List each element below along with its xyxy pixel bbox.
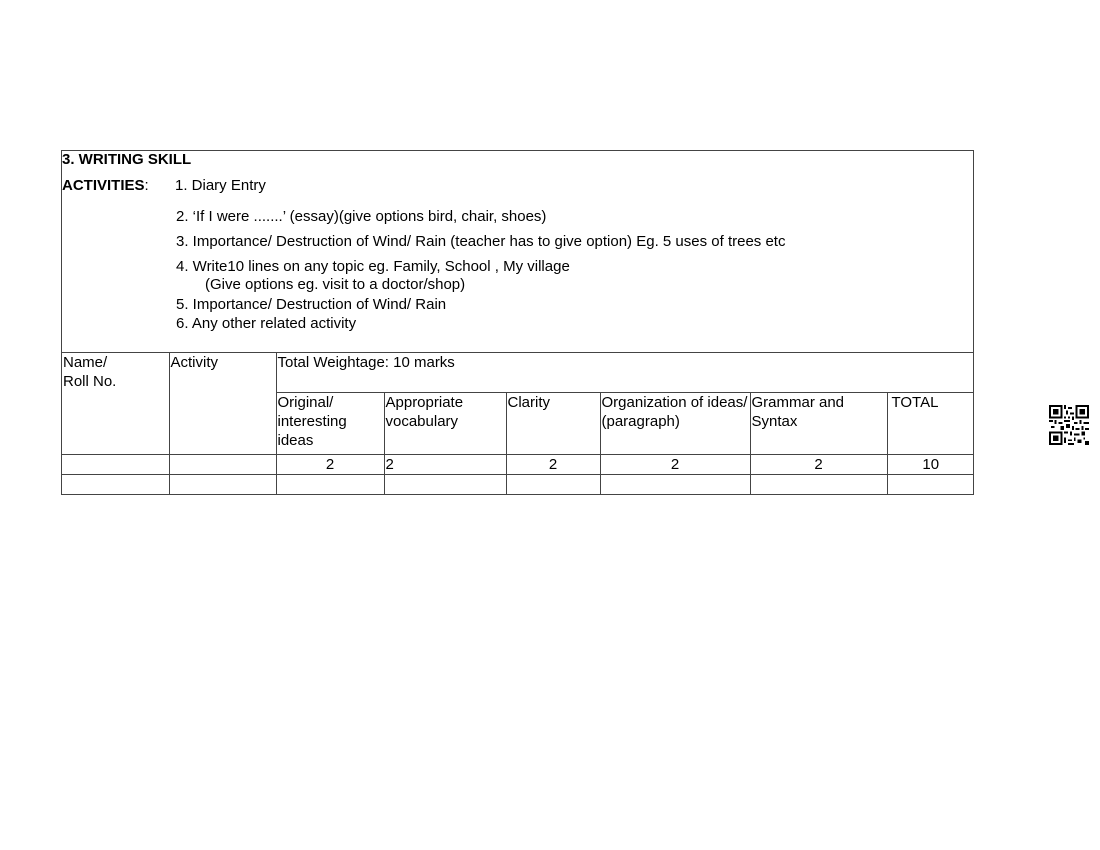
marks-cell: 2 <box>384 454 506 474</box>
marks-cell-empty <box>62 454 169 474</box>
total-header: TOTAL <box>887 392 974 454</box>
activity-header: Activity <box>169 353 276 454</box>
writing-skill-sheet <box>61 150 974 495</box>
activity-item: 2. ‘If I were .......’ (essay)(give options bird, chair, shoes) <box>176 208 547 225</box>
name-header-line2: Roll No. <box>63 373 117 390</box>
entry-cell[interactable] <box>169 474 276 494</box>
total-marks-cell: 10 <box>887 454 974 474</box>
criterion-header: Appropriate vocabulary <box>384 392 506 454</box>
entry-cell[interactable] <box>62 474 169 494</box>
activity-item: 5. Importance/ Destruction of Wind/ Rain <box>176 296 447 313</box>
activity-item-note: (Give options eg. visit to a doctor/shop) <box>205 276 466 293</box>
total-weightage-header: Total Weightage: 10 marks <box>276 353 974 392</box>
blank-entry-row <box>62 474 974 494</box>
activity-item: 6. Any other related activity <box>176 315 357 332</box>
marks-cell: 2 <box>276 454 384 474</box>
activities-label-text: ACTIVITIES <box>62 177 145 194</box>
entry-cell[interactable] <box>887 474 974 494</box>
marks-cell: 2 <box>506 454 600 474</box>
activities-label-colon: : <box>144 177 149 194</box>
entry-cell[interactable] <box>600 474 750 494</box>
table-header-row <box>62 353 974 392</box>
section-title: 3. WRITING SKILL <box>62 151 192 168</box>
qr-code-icon <box>1049 405 1089 445</box>
activity-item-text: 4. Write10 lines on any topic eg. Family, School , My village <box>176 258 570 275</box>
entry-cell[interactable] <box>750 474 887 494</box>
rubric-table <box>62 353 974 494</box>
name-roll-header <box>62 353 169 454</box>
activity-item: 3. Importance/ Destruction of Wind/ Rain (teacher has to give option) Eg. 5 uses of trees etc <box>176 233 786 250</box>
entry-cell[interactable] <box>384 474 506 494</box>
name-header-line1: Name/ <box>63 354 108 371</box>
entry-cell[interactable] <box>276 474 384 494</box>
marks-cell-empty <box>169 454 276 474</box>
marks-row <box>62 454 974 474</box>
activities-box <box>62 151 973 353</box>
criterion-header: Grammar and Syntax <box>750 392 887 454</box>
activity-item <box>176 258 570 294</box>
criterion-header: Organization of ideas/ (paragraph) <box>600 392 750 454</box>
entry-cell[interactable] <box>506 474 600 494</box>
marks-cell: 2 <box>600 454 750 474</box>
activities-label <box>62 177 149 195</box>
activity-item: 1. Diary Entry <box>175 177 266 194</box>
marks-cell: 2 <box>750 454 887 474</box>
criterion-header: Original/ interesting ideas <box>276 392 384 454</box>
criterion-header: Clarity <box>506 392 600 454</box>
